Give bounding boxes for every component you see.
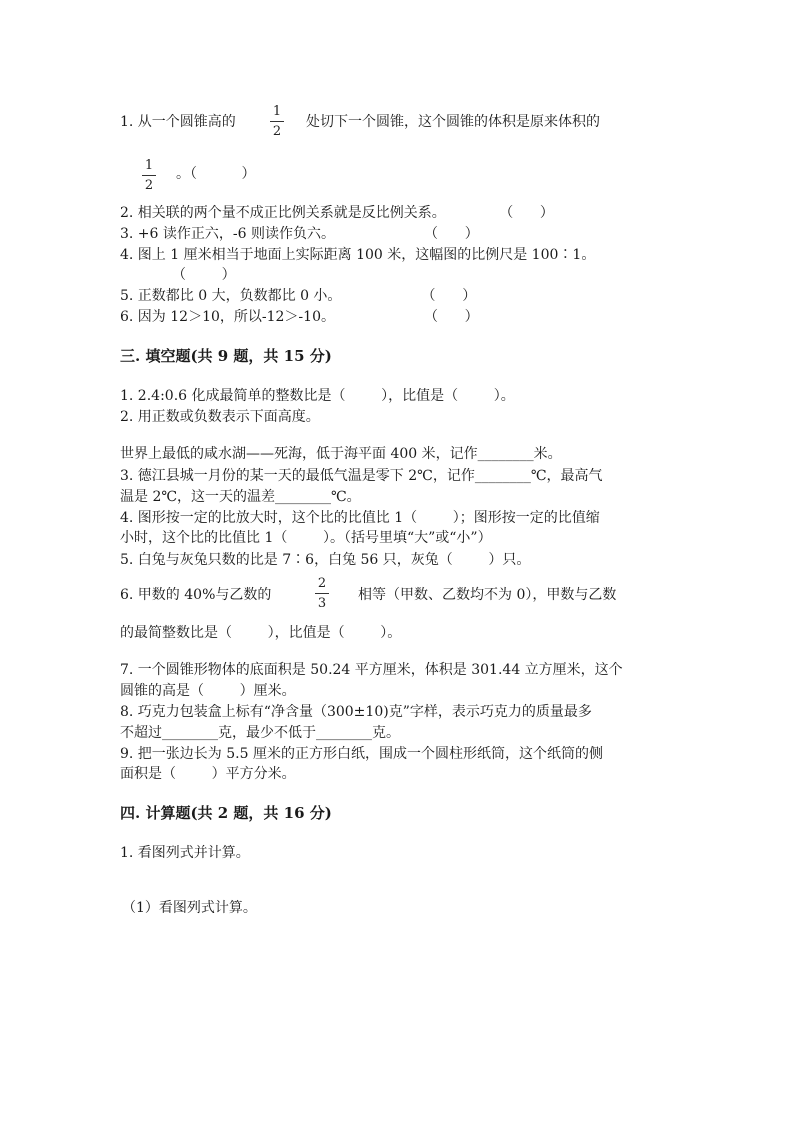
fraction-bar <box>270 121 284 122</box>
fraction-denominator: 3 <box>317 596 327 611</box>
fraction-denominator: 2 <box>144 178 154 193</box>
fill-q2-detail: 世界上最低的咸水湖——死海，低于海平面 400 米，记作________米。 <box>120 446 562 462</box>
fraction-bar <box>315 593 329 594</box>
fill-q4-line1: 4. 图形按一定的比放大时，这个比的比值比 1（ ）；图形按一定的比值缩 <box>120 510 600 526</box>
fraction-half <box>268 104 286 139</box>
fraction-two-thirds <box>313 576 331 611</box>
fill-q6-text-a: 6. 甲数的 40%与乙数的 <box>120 587 272 603</box>
judge-q3: 3. +6 读作正六，-6 则读作负六。 （ ） <box>120 226 479 242</box>
judge-q2: 2. 相关联的两个量不成正比例关系就是反比例关系。 （ ） <box>120 205 554 221</box>
judge-q4-line1: 4. 图上 1 厘米相当于地面上实际距离 100 米，这幅图的比例尺是 100∶1。 <box>120 247 596 263</box>
fill-q5: 5. 白兔与灰兔只数的比是 7∶6，白兔 56 只，灰兔（ ）只。 <box>120 552 531 568</box>
fraction-numerator: 1 <box>272 104 282 119</box>
fill-q4-line2: 小时，这个比的比值比 1（ ）。（括号里填“大”或“小”） <box>120 530 492 546</box>
fill-q3-line2: 温是 2℃，这一天的温差________℃。 <box>120 489 361 505</box>
fraction-half-2 <box>140 158 158 193</box>
fraction-numerator: 1 <box>144 158 154 173</box>
fill-q8-line1: 8. 巧克力包装盒上标有“净含量（300±10)克”字样，表示巧克力的质量最多 <box>120 704 592 720</box>
fill-q7-line2: 圆锥的高是（ ）厘米。 <box>120 683 296 699</box>
fill-q1: 1. 2.4:0.6 化成最简单的整数比是（ ），比值是（ ）。 <box>120 388 515 404</box>
fill-q9-line1: 9. 把一张边长为 5.5 厘米的正方形白纸，围成一个圆柱形纸筒，这个纸筒的侧 <box>120 746 603 762</box>
fill-q3-line1: 3. 德江县城一月份的某一天的最低气温是零下 2℃，记作________℃，最高气 <box>120 468 603 484</box>
section4-title: 四. 计算题(共 2 题，共 16 分) <box>120 804 332 822</box>
fill-q2: 2. 用正数或负数表示下面高度。 <box>120 409 320 425</box>
judge-q1-text-c: 。（ ） <box>176 166 256 182</box>
judge-q5: 5. 正数都比 0 大，负数都比 0 小。 （ ） <box>120 288 477 304</box>
fraction-denominator: 2 <box>272 124 282 139</box>
fill-q9-line2: 面积是（ ）平方分米。 <box>120 766 296 782</box>
fill-q6-line2: 的最简整数比是（ ），比值是（ ）。 <box>120 625 402 641</box>
judge-q6: 6. 因为 12＞10，所以-12＞-10。 （ ） <box>120 309 479 325</box>
section3-title: 三. 填空题(共 9 题，共 15 分) <box>120 347 332 365</box>
fraction-bar <box>142 175 156 176</box>
fill-q6-text-b: 相等（甲数、乙数均不为 0），甲数与乙数 <box>358 587 617 603</box>
calc-q1: 1. 看图列式并计算。 <box>120 845 250 861</box>
fill-q8-line2: 不超过________克，最少不低于________克。 <box>120 725 400 741</box>
fill-q7-line1: 7. 一个圆锥形物体的底面积是 50.24 平方厘米，体积是 301.44 立方厘米，这个 <box>120 662 623 678</box>
judge-q1-text-b: 处切下一个圆锥，这个圆锥的体积是原来体积的 <box>306 114 600 130</box>
judge-q1-text-a: 1. 从一个圆锥高的 <box>120 114 236 130</box>
fraction-numerator: 2 <box>317 576 327 591</box>
judge-q4-line2: （ ） <box>172 267 236 283</box>
calc-q1-sub1: （1）看图列式计算。 <box>122 900 257 916</box>
